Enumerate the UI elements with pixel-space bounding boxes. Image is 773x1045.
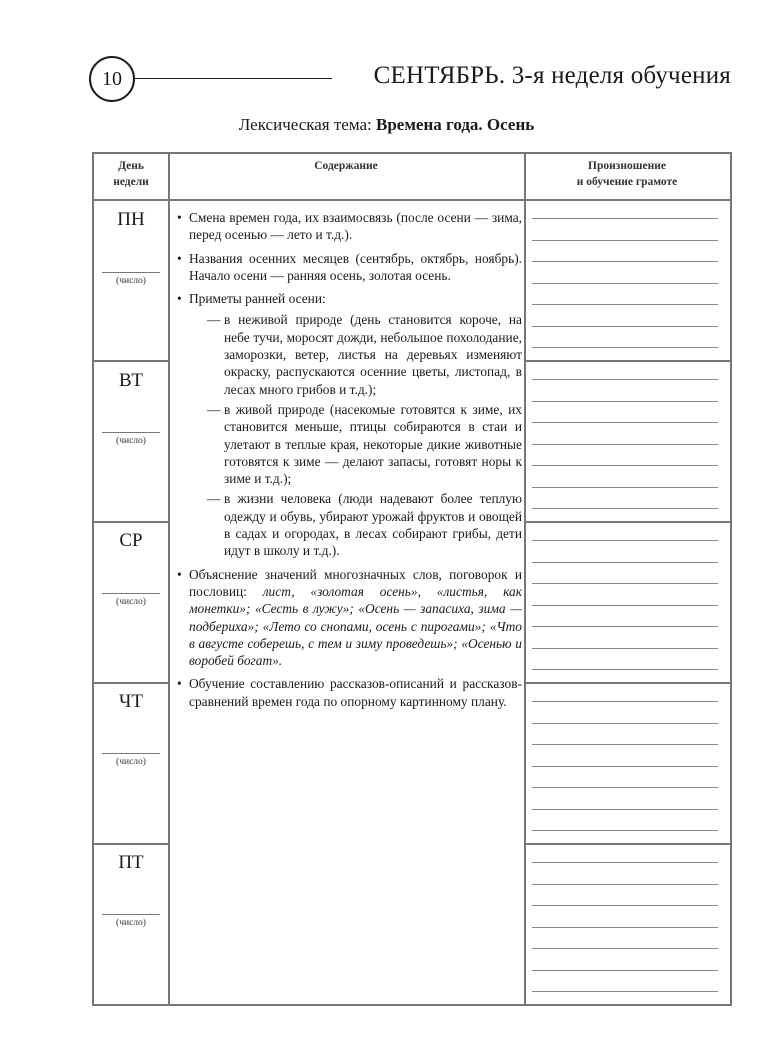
item-text: Обучение составлению рассказов-описаний и рассказов-сравнений времен года по опорному картинному плану. bbox=[189, 676, 522, 709]
writing-line bbox=[532, 240, 718, 241]
writing-line bbox=[532, 562, 718, 563]
writing-line bbox=[532, 422, 718, 423]
writing-line bbox=[532, 862, 718, 863]
list-item bbox=[176, 290, 522, 559]
day-row-divider bbox=[94, 682, 168, 684]
writing-line bbox=[532, 379, 718, 380]
day-row-divider bbox=[524, 682, 730, 684]
writing-line bbox=[532, 326, 718, 327]
sub-item bbox=[189, 490, 522, 559]
header-rule bbox=[135, 78, 332, 79]
header-pron-line1: Произношение bbox=[588, 160, 666, 172]
writing-line bbox=[532, 261, 718, 262]
writing-line bbox=[532, 626, 718, 627]
page-number: 10 bbox=[89, 56, 135, 102]
day-row-divider bbox=[94, 360, 168, 362]
writing-line bbox=[532, 605, 718, 606]
writing-line bbox=[532, 701, 718, 702]
writing-line bbox=[532, 723, 718, 724]
day-wed: СР bbox=[119, 530, 143, 551]
date-label: (число) bbox=[116, 757, 146, 767]
writing-line bbox=[532, 830, 718, 831]
writing-line bbox=[532, 766, 718, 767]
column-divider bbox=[524, 154, 526, 1004]
day-row-divider bbox=[524, 521, 730, 523]
writing-line bbox=[532, 583, 718, 584]
topic-prefix: Лексическая тема: bbox=[238, 115, 377, 134]
writing-line bbox=[532, 787, 718, 788]
writing-line bbox=[532, 444, 718, 445]
day-mon: ПН bbox=[117, 209, 145, 230]
writing-line bbox=[532, 218, 718, 219]
header-pron-line2: и обучение грамоте bbox=[576, 176, 678, 188]
header-content-label: Содержание bbox=[314, 160, 378, 172]
day-fri: ПТ bbox=[118, 852, 144, 873]
date-label: (число) bbox=[116, 276, 146, 286]
date-line bbox=[102, 593, 160, 594]
item-text: Названия осенних месяцев (сентябрь, октябрь, ноябрь). Начало осени — ранняя осень, золотая осень. bbox=[189, 250, 522, 283]
date-line bbox=[102, 753, 160, 754]
writing-line bbox=[532, 927, 718, 928]
writing-line bbox=[532, 465, 718, 466]
date-label: (число) bbox=[116, 436, 146, 446]
column-divider bbox=[168, 154, 170, 1004]
list-item bbox=[176, 675, 522, 710]
item-text: Объяснение значений многозначных слов, поговорок и пословиц: bbox=[189, 566, 522, 599]
day-thu: ЧТ bbox=[119, 691, 143, 712]
day-row-divider bbox=[94, 843, 168, 845]
date-line bbox=[102, 272, 160, 273]
day-tue: ВТ bbox=[118, 370, 144, 391]
date-line bbox=[102, 914, 160, 915]
date-label: (число) bbox=[116, 597, 146, 607]
writing-line bbox=[532, 347, 718, 348]
day-row-divider bbox=[524, 360, 730, 362]
header-row-divider bbox=[94, 199, 730, 201]
date-line bbox=[102, 432, 160, 433]
item-text: в жизни человека (люди надевают более теплую одежду и обувь, убирают урожай фруктов и овощей в садах и огородах, в лесах собирают грибы, дети идут в школу и т.д.). bbox=[224, 491, 522, 559]
writing-line bbox=[532, 283, 718, 284]
writing-line bbox=[532, 905, 718, 906]
content-cell bbox=[176, 209, 522, 716]
item-examples: лист, «золотая осень», «листья, как монетки»; «Сесть в лужу»; «Осень — запасиха, зима — подбериха»; «Лето со снопами, осень с пирогами»; «Что в августе соберешь, с тем и зиму проведешь»; «Осенью и воробей богат». bbox=[189, 583, 522, 669]
writing-line bbox=[532, 991, 718, 992]
header-day bbox=[94, 158, 168, 190]
weekly-plan-table bbox=[92, 152, 732, 1006]
writing-line bbox=[532, 401, 718, 402]
writing-line bbox=[532, 744, 718, 745]
day-row-divider bbox=[524, 843, 730, 845]
header-day-line1: День bbox=[118, 160, 144, 172]
writing-line bbox=[532, 884, 718, 885]
header-pronunciation bbox=[524, 158, 730, 190]
header-content bbox=[168, 158, 524, 174]
writing-line bbox=[532, 508, 718, 509]
item-text: в неживой природе (день становится короче, на небе тучи, моросят дожди, небольшое похолодание, заморозки, ветер, листья на деревьях изменяют окраску, распускаются осенние цветы, листопад, в лесах много грибов и т.д.); bbox=[224, 312, 522, 397]
writing-line bbox=[532, 304, 718, 305]
header-day-line2: недели bbox=[113, 176, 149, 188]
writing-line bbox=[532, 487, 718, 488]
writing-line bbox=[532, 540, 718, 541]
item-text: Смена времен года, их взаимосвязь (после осени — зима, перед осенью — лето и т.д.). bbox=[189, 210, 522, 243]
date-label: (число) bbox=[116, 918, 146, 928]
item-text: в живой природе (насекомые готовятся к зиме, их становится меньше, птицы собираются в стаи и улетают в теплые края, некоторые дикие животные готовятся к зиме — делают запасы, готовят норы к зиме и т.д.); bbox=[224, 401, 522, 487]
page-title: СЕНТЯБРЬ. 3-я неделя обучения bbox=[373, 62, 731, 89]
list-item bbox=[176, 209, 522, 244]
topic-name: Времена года. Осень bbox=[376, 115, 535, 134]
item-text: Приметы ранней осени: bbox=[189, 291, 326, 307]
writing-line bbox=[532, 648, 718, 649]
sub-item bbox=[189, 401, 522, 487]
sub-item bbox=[189, 311, 522, 397]
list-item bbox=[176, 250, 522, 285]
writing-line bbox=[532, 809, 718, 810]
day-row-divider bbox=[94, 521, 168, 523]
lexical-topic bbox=[0, 115, 773, 135]
writing-line bbox=[532, 669, 718, 670]
writing-line bbox=[532, 948, 718, 949]
writing-line bbox=[532, 970, 718, 971]
list-item bbox=[176, 566, 522, 670]
